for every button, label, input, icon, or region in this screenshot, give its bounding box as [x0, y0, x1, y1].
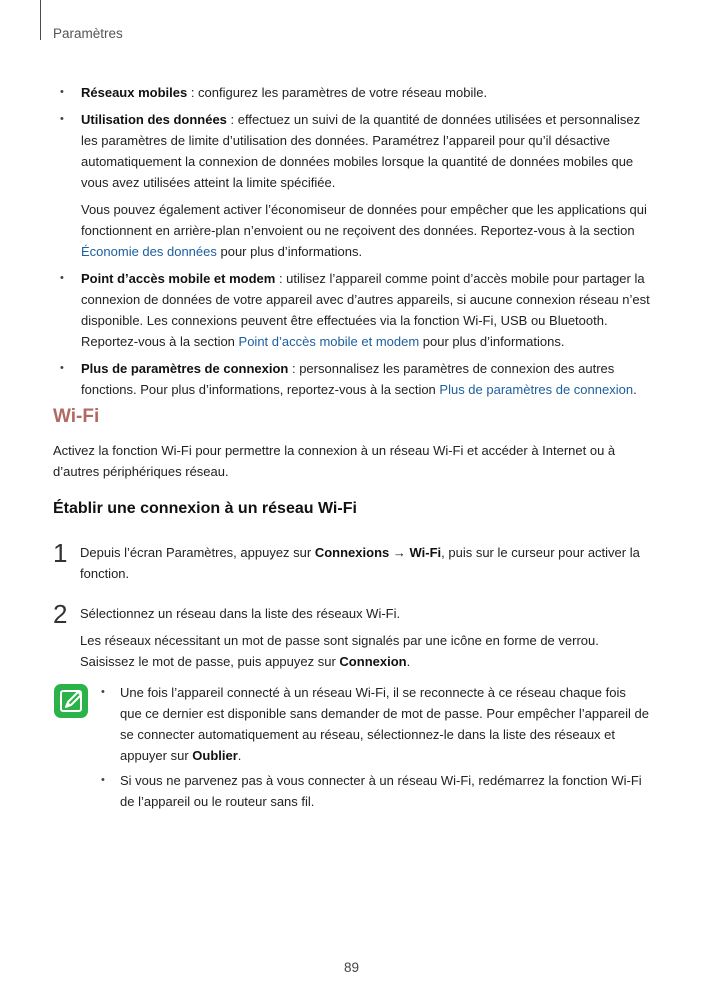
note-text: Une fois l’appareil connecté à un réseau Wi-Fi, il se reconnecte à ce réseau chaque fois que ce dernier est disponible sans demander de mot de passe. Pour empêcher l’appareil de se connecter automatiquement au réseau, sélectionnez-le dans la liste des réseaux et appuyer sur [120, 685, 649, 763]
list-item [60, 109, 650, 262]
list-item-text: : configurez les paramètres de votre réseau mobile. [187, 85, 488, 100]
page-header-title: Paramètres [53, 26, 123, 41]
step-number: 2 [53, 599, 68, 629]
note-text: Si vous ne parvenez pas à vous connecter à un réseau Wi-Fi, redémarrez la fonction Wi-Fi de l’appareil ou le routeur sans fil. [120, 773, 642, 809]
list-item-text-end: pour plus d’informations. [419, 334, 565, 349]
bullet-dot: • [60, 113, 64, 125]
wifi-section-heading: Wi-Fi [53, 406, 100, 427]
list-item-title: Plus de paramètres de connexion [81, 361, 289, 376]
connect-wifi-subheading: Établir une connexion à un réseau Wi-Fi [53, 500, 357, 517]
step-detail-end: . [406, 654, 411, 669]
wifi-intro-paragraph: Activez la fonction Wi-Fi pour permettre la connexion à un réseau Wi-Fi et accéder à Internet ou à d’autres périphériques réseau. [53, 443, 616, 479]
step-number: 1 [53, 538, 68, 568]
list-item-text-end: . [633, 382, 637, 397]
list-item [60, 268, 650, 352]
list-item [60, 82, 650, 103]
step-detail [80, 630, 655, 672]
step-text [80, 542, 655, 584]
menu-path-connexions: Connexions [314, 545, 390, 560]
subparagraph-text: Vous pouvez également activer l’économiseur de données pour empêcher que les applications qui fonctionnent en arrière-plan n’envoient ou ne reçoivent des données. Reportez-vous à la section [81, 202, 647, 238]
list-item-subparagraph [81, 199, 650, 262]
list-item-text: : utilisez l’appareil comme point d’accès mobile pour partager la connexion de données de votre appareil avec d’autres appareils, si aucune connexion réseau n’est disponible. Les connexions peuvent être effectuées via la fonction Wi-Fi, USB ou Bluetooth. Reportez-vous à la section [81, 271, 650, 349]
bullet-dot: • [60, 86, 64, 98]
bullet-dot: • [60, 362, 64, 374]
connexion-label: Connexion [339, 654, 407, 669]
link-point-acces-mobile[interactable]: Point d’accès mobile et modem [238, 334, 420, 349]
list-item-title: Point d’accès mobile et modem [81, 271, 276, 286]
link-economie-des-donnees[interactable]: Économie des données [81, 244, 217, 259]
list-item-title: Utilisation des données [81, 112, 227, 127]
page-number: 89 [343, 960, 360, 975]
note-text-end: . [237, 748, 242, 763]
oublier-label: Oublier [192, 748, 238, 763]
link-plus-de-parametres[interactable]: Plus de paramètres de connexion [439, 382, 634, 397]
bullet-dot: • [101, 686, 105, 698]
header-rule [40, 0, 41, 40]
bullet-dot: • [101, 774, 105, 786]
note-pencil-icon [54, 684, 88, 718]
list-item [60, 358, 650, 400]
step-text-end: , puis sur le curseur pour activer la fonction. [80, 545, 640, 581]
note-item [101, 770, 651, 812]
list-item-text: : effectuez un suivi de la quantité de données utilisées et personnalisez les paramètres de limite d’utilisation des données. Paramétrez l’appareil pour qu’il désactive automatiquement la connexion de données mobiles lorsque la quantité de données mobiles que vous avez utilisées atteint la limite spécifiée. [81, 112, 641, 190]
list-item-text: : personnalisez les paramètres de connexion des autres fonctions. Pour plus d’informations, reportez-vous à la section [81, 361, 615, 397]
note-list [101, 682, 651, 816]
settings-bullet-list [60, 82, 650, 406]
subparagraph-text-end: pour plus d’informations. [216, 244, 363, 259]
step-text-start: Depuis l’écran Paramètres, appuyez sur [80, 545, 315, 560]
menu-path-arrow: → [389, 545, 410, 560]
list-item-title: Réseaux mobiles [81, 85, 188, 100]
bullet-dot: • [60, 272, 64, 284]
note-item [101, 682, 651, 766]
step-body [80, 603, 655, 672]
step-detail-text: Les réseaux nécessitant un mot de passe sont signalés par une icône en forme de verrou. Saisissez le mot de passe, puis appuyez sur [80, 633, 599, 669]
menu-path-wifi: Wi-Fi [409, 545, 442, 560]
step-body [80, 542, 655, 584]
step-text: Sélectionnez un réseau dans la liste des réseaux Wi-Fi. [80, 606, 401, 621]
